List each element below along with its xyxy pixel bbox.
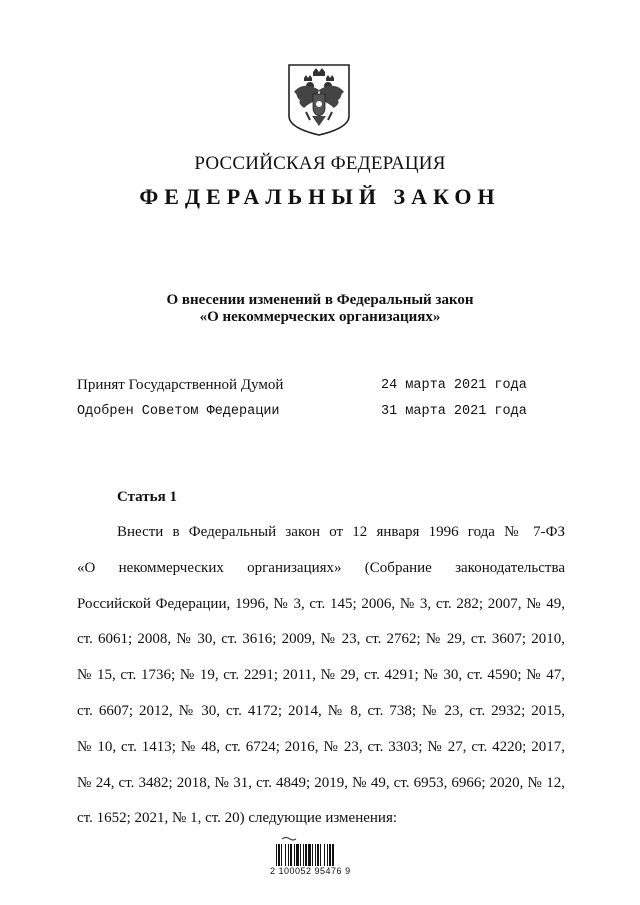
law-title-line-2: «О некоммерческих организациях»	[199, 309, 441, 325]
article-line-4: ст. 6061; 2008, № 30, ст. 3616; 2009, № 23, ст. 2762; № 29, ст. 3607; 2010,	[77, 631, 565, 647]
document-type: ФЕДЕРАЛЬНЫЙ ЗАКОН	[139, 184, 501, 209]
country-name: РОССИЙСКАЯ ФЕДЕРАЦИЯ	[194, 153, 446, 174]
barcode-icon	[264, 836, 380, 886]
law-title-line-1: О внесении изменений в Федеральный закон	[166, 292, 474, 308]
article-line-6: ст. 6607; 2012, № 30, ст. 4172; 2014, № 8, ст. 738; № 23, ст. 2932; 2015,	[77, 703, 565, 719]
article-line-1: Внести в Федеральный закон от 12 января 1996 года № 7-ФЗ	[117, 524, 565, 540]
article-line-2: «О некоммерческих организациях» (Собрание законодательства	[77, 560, 565, 576]
article-heading: Статья 1	[117, 489, 177, 505]
article-line-3: Российской Федерации, 1996, № 3, ст. 145; 2006, № 3, ст. 282; 2007, № 49,	[77, 596, 565, 612]
council-approval-label: Одобрен Советом Федерации	[77, 404, 280, 419]
council-approval-date: 31 марта 2021 года	[381, 404, 527, 419]
article-line-7: № 10, ст. 1413; № 48, ст. 6724; 2016, № 23, ст. 3303; № 27, ст. 4220; 2017,	[77, 739, 565, 755]
duma-adoption-label: Принят Государственной Думой	[77, 377, 284, 393]
article-line-5: № 15, ст. 1736; № 19, ст. 2291; 2011, № 29, ст. 4291; № 30, ст. 4590; № 47,	[77, 667, 565, 683]
article-line-8: № 24, ст. 3482; 2018, № 31, ст. 4849; 2019, № 49, ст. 6953, 6966; 2020, № 12,	[77, 775, 565, 791]
barcode-number: 2 100052 95476 9	[270, 866, 351, 876]
duma-adoption-date: 24 марта 2021 года	[381, 378, 527, 393]
coat-of-arms-icon	[286, 62, 352, 138]
article-line-9: ст. 1652; 2021, № 1, ст. 20) следующие изменения:	[77, 810, 398, 826]
law-title	[0, 292, 640, 326]
